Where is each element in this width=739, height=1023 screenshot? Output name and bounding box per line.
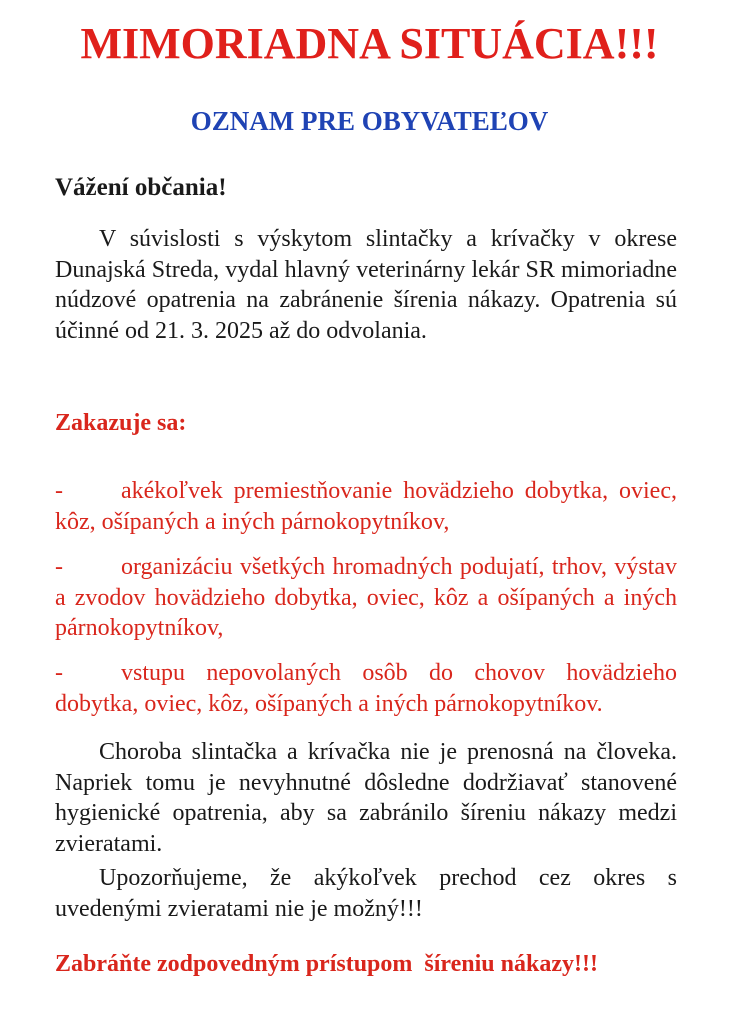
ban-item-text: vstupu nepovolaných osôb do chovov hovädzieho dobytka, oviec, kôz, ošípaných a iných párnokopytníkov.	[55, 660, 677, 717]
ban-item-text: organizáciu všetkých hromadných podujatí, trhov, výstav a zvodov hovädzieho dobytka, oviec, kôz a ošípaných a iných párnokopytníkov,	[55, 554, 677, 641]
notice-title: MIMORIADNA SITUÁCIA!!!	[80, 19, 659, 68]
closing-line: Zabráňte zodpovedným prístupom šíreniu nákazy!!!	[55, 951, 598, 977]
info-paragraph: Choroba slintačka a krívačka nie je prenosná na človeka. Napriek tomu je nevyhnutné dôsledne dodržiavať stanovené hygienické opatrenia, aby sa zabránilo šíreniu nákazy medzi zvieratami.	[55, 739, 677, 857]
ban-item-text: akékoľvek premiestňovanie hovädzieho dobytka, oviec, kôz, ošípaných a iných párnokopytníkov,	[55, 478, 677, 535]
ban-item	[55, 476, 677, 537]
ban-item-dash: -	[55, 554, 63, 580]
warning-paragraph: Upozorňujeme, že akýkoľvek prechod cez okres s uvedenými zvieratami nie je možný!!!	[55, 865, 677, 922]
intro-paragraph: V súvislosti s výskytom slintačky a krívačky v okrese Dunajská Streda, vydal hlavný veterinárny lekár SR mimoriadne núdzové opatrenia na zabránenie šírenia nákazy. Opatrenia sú účinné od 21. 3. 2025 až do odvolania.	[55, 226, 677, 344]
greeting: Vážení občania!	[55, 174, 227, 201]
ban-item-dash: -	[55, 660, 63, 686]
ban-heading: Zakazuje sa:	[55, 410, 187, 436]
ban-item-dash: -	[55, 478, 63, 504]
ban-item	[55, 552, 677, 644]
notice-subtitle: OZNAM PRE OBYVATEĽOV	[190, 106, 549, 136]
ban-item	[55, 658, 677, 719]
